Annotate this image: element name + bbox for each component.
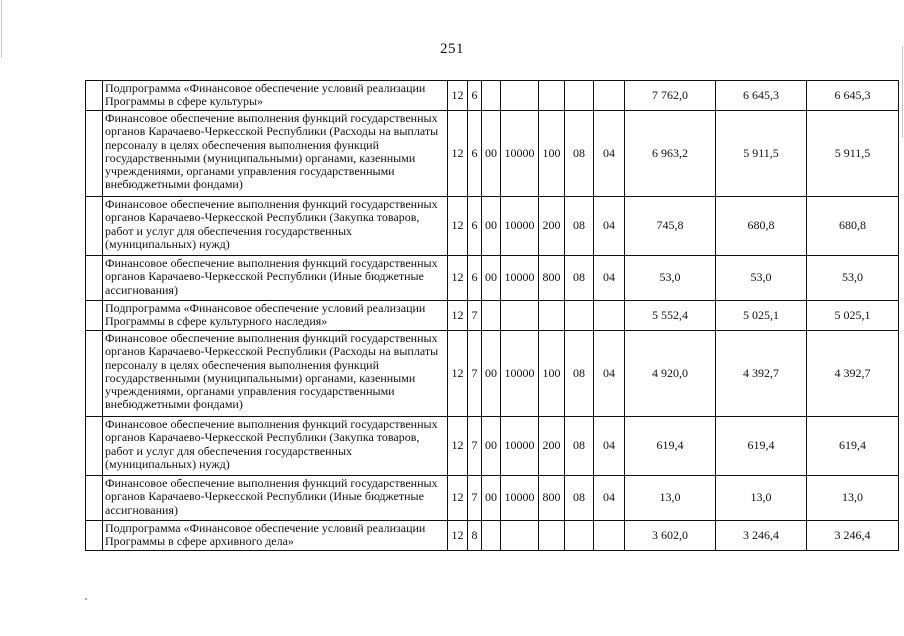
- amount-year-1-cell: 619,4: [625, 417, 716, 476]
- amount-year-3-cell: 5 025,1: [807, 301, 899, 331]
- code-subprogram-cell: 7: [468, 476, 482, 521]
- code-subdivision-cell: 04: [594, 417, 625, 476]
- code-subdivision-cell: 04: [594, 111, 625, 197]
- amount-year-3-cell: 13,0: [807, 476, 899, 521]
- code-target-cell: 10000: [501, 111, 539, 197]
- row-marker-cell: [86, 331, 103, 417]
- row-marker-cell: [86, 256, 103, 301]
- code-division-cell: 08: [565, 197, 594, 256]
- amount-year-3-cell: 619,4: [807, 417, 899, 476]
- code-target-cell: [501, 301, 539, 331]
- item-name-cell: Финансовое обеспечение выполнения функций государственных органов Карачаево-Черкесской Республики (Иные бюджетные ассигнования): [103, 256, 448, 301]
- row-marker-cell: [86, 301, 103, 331]
- amount-year-1-cell: 4 920,0: [625, 331, 716, 417]
- code-ministry-cell: 12: [448, 301, 468, 331]
- amount-year-1-cell: 7 762,0: [625, 81, 716, 111]
- code-subprogram-cell: 7: [468, 331, 482, 417]
- code-subprogram-cell: 8: [468, 521, 482, 551]
- item-name-cell: Финансовое обеспечение выполнения функций государственных органов Карачаево-Черкесской Республики (Иные бюджетные ассигнования): [103, 476, 448, 521]
- amount-year-2-cell: 4 392,7: [716, 331, 807, 417]
- row-marker-cell: [86, 417, 103, 476]
- code-expense-type-cell: 800: [539, 476, 565, 521]
- amount-year-3-cell: 680,8: [807, 197, 899, 256]
- code-ministry-cell: 12: [448, 476, 468, 521]
- amount-year-1-cell: 745,8: [625, 197, 716, 256]
- item-name-cell: Подпрограмма «Финансовое обеспечение условий реализации Программы в сфере культуры»: [103, 81, 448, 111]
- code-subprogram-cell: 7: [468, 417, 482, 476]
- code-subdivision-cell: 04: [594, 197, 625, 256]
- amount-year-2-cell: 5 911,5: [716, 111, 807, 197]
- code-subdivision-cell: [594, 81, 625, 111]
- code-ministry-cell: 12: [448, 111, 468, 197]
- code-expense-type-cell: [539, 81, 565, 111]
- code-target-cell: 10000: [501, 476, 539, 521]
- code-section-cell: [482, 301, 501, 331]
- amount-year-3-cell: 4 392,7: [807, 331, 899, 417]
- budget-table: [85, 80, 899, 551]
- code-section-cell: 00: [482, 197, 501, 256]
- amount-year-1-cell: 3 602,0: [625, 521, 716, 551]
- item-name-cell: Финансовое обеспечение выполнения функций государственных органов Карачаево-Черкесской Республики (Расходы на выплаты персоналу в целях обеспечения выполнения функций государственными (муниципальными) органами, казенными учреждениями, органами управления государственными внебюджетными фондами): [103, 111, 448, 197]
- row-marker-cell: [86, 81, 103, 111]
- code-ministry-cell: 12: [448, 331, 468, 417]
- code-subdivision-cell: [594, 301, 625, 331]
- amount-year-3-cell: 3 246,4: [807, 521, 899, 551]
- code-expense-type-cell: [539, 521, 565, 551]
- amount-year-2-cell: 619,4: [716, 417, 807, 476]
- code-expense-type-cell: 100: [539, 111, 565, 197]
- table-row: [86, 417, 899, 476]
- code-target-cell: [501, 81, 539, 111]
- code-section-cell: 00: [482, 111, 501, 197]
- code-subprogram-cell: 6: [468, 81, 482, 111]
- code-section-cell: [482, 521, 501, 551]
- amount-year-3-cell: 53,0: [807, 256, 899, 301]
- amount-year-3-cell: 5 911,5: [807, 111, 899, 197]
- row-marker-cell: [86, 476, 103, 521]
- table-row: [86, 81, 899, 111]
- row-marker-cell: [86, 197, 103, 256]
- code-division-cell: 08: [565, 111, 594, 197]
- table-row: [86, 256, 899, 301]
- table-row: [86, 301, 899, 331]
- code-division-cell: 08: [565, 256, 594, 301]
- amount-year-1-cell: 6 963,2: [625, 111, 716, 197]
- table-row: [86, 111, 899, 197]
- code-division-cell: 08: [565, 417, 594, 476]
- table-row: [86, 197, 899, 256]
- scan-edge-right: [902, 46, 903, 138]
- row-marker-cell: [86, 111, 103, 197]
- item-name-cell: Подпрограмма «Финансовое обеспечение условий реализации Программы в сфере культурного наследия»: [103, 301, 448, 331]
- code-ministry-cell: 12: [448, 417, 468, 476]
- code-section-cell: 00: [482, 256, 501, 301]
- code-division-cell: [565, 521, 594, 551]
- code-subprogram-cell: 6: [468, 111, 482, 197]
- amount-year-2-cell: 6 645,3: [716, 81, 807, 111]
- item-name-cell: Финансовое обеспечение выполнения функций государственных органов Карачаево-Черкесской Республики (Закупка товаров, работ и услуг для обеспечения государственных (муниципальных) нужд): [103, 197, 448, 256]
- code-expense-type-cell: 200: [539, 417, 565, 476]
- code-division-cell: 08: [565, 476, 594, 521]
- code-subdivision-cell: 04: [594, 476, 625, 521]
- amount-year-2-cell: 13,0: [716, 476, 807, 521]
- amount-year-1-cell: 53,0: [625, 256, 716, 301]
- code-ministry-cell: 12: [448, 197, 468, 256]
- code-expense-type-cell: [539, 301, 565, 331]
- amount-year-2-cell: 680,8: [716, 197, 807, 256]
- code-subdivision-cell: 04: [594, 256, 625, 301]
- item-name-cell: Подпрограмма «Финансовое обеспечение условий реализации Программы в сфере архивного дела»: [103, 521, 448, 551]
- code-division-cell: 08: [565, 331, 594, 417]
- item-name-cell: Финансовое обеспечение выполнения функций государственных органов Карачаево-Черкесской Республики (Расходы на выплаты персоналу в целях обеспечения выполнения функций государственными (муниципальными) органами, казенными учреждениями, органами управления государственными внебюджетными фондами): [103, 331, 448, 417]
- code-expense-type-cell: 100: [539, 331, 565, 417]
- table-body: [86, 81, 899, 551]
- table-row: [86, 331, 899, 417]
- code-target-cell: 10000: [501, 417, 539, 476]
- amount-year-2-cell: 53,0: [716, 256, 807, 301]
- scan-speck: [85, 598, 87, 600]
- code-ministry-cell: 12: [448, 256, 468, 301]
- code-ministry-cell: 12: [448, 521, 468, 551]
- code-subdivision-cell: 04: [594, 331, 625, 417]
- code-section-cell: [482, 81, 501, 111]
- code-target-cell: 10000: [501, 331, 539, 417]
- code-section-cell: 00: [482, 331, 501, 417]
- amount-year-1-cell: 13,0: [625, 476, 716, 521]
- code-expense-type-cell: 800: [539, 256, 565, 301]
- amount-year-2-cell: 3 246,4: [716, 521, 807, 551]
- table-row: [86, 521, 899, 551]
- page-number: 251: [440, 41, 464, 57]
- code-ministry-cell: 12: [448, 81, 468, 111]
- code-subdivision-cell: [594, 521, 625, 551]
- code-target-cell: 10000: [501, 197, 539, 256]
- row-marker-cell: [86, 521, 103, 551]
- code-subprogram-cell: 6: [468, 256, 482, 301]
- code-section-cell: 00: [482, 476, 501, 521]
- table-row: [86, 476, 899, 521]
- code-division-cell: [565, 81, 594, 111]
- code-target-cell: [501, 521, 539, 551]
- code-target-cell: 10000: [501, 256, 539, 301]
- amount-year-3-cell: 6 645,3: [807, 81, 899, 111]
- code-division-cell: [565, 301, 594, 331]
- amount-year-1-cell: 5 552,4: [625, 301, 716, 331]
- code-expense-type-cell: 200: [539, 197, 565, 256]
- code-subprogram-cell: 6: [468, 197, 482, 256]
- code-section-cell: 00: [482, 417, 501, 476]
- amount-year-2-cell: 5 025,1: [716, 301, 807, 331]
- code-subprogram-cell: 7: [468, 301, 482, 331]
- item-name-cell: Финансовое обеспечение выполнения функций государственных органов Карачаево-Черкесской Республики (Закупка товаров, работ и услуг для обеспечения государственных (муниципальных) нужд): [103, 417, 448, 476]
